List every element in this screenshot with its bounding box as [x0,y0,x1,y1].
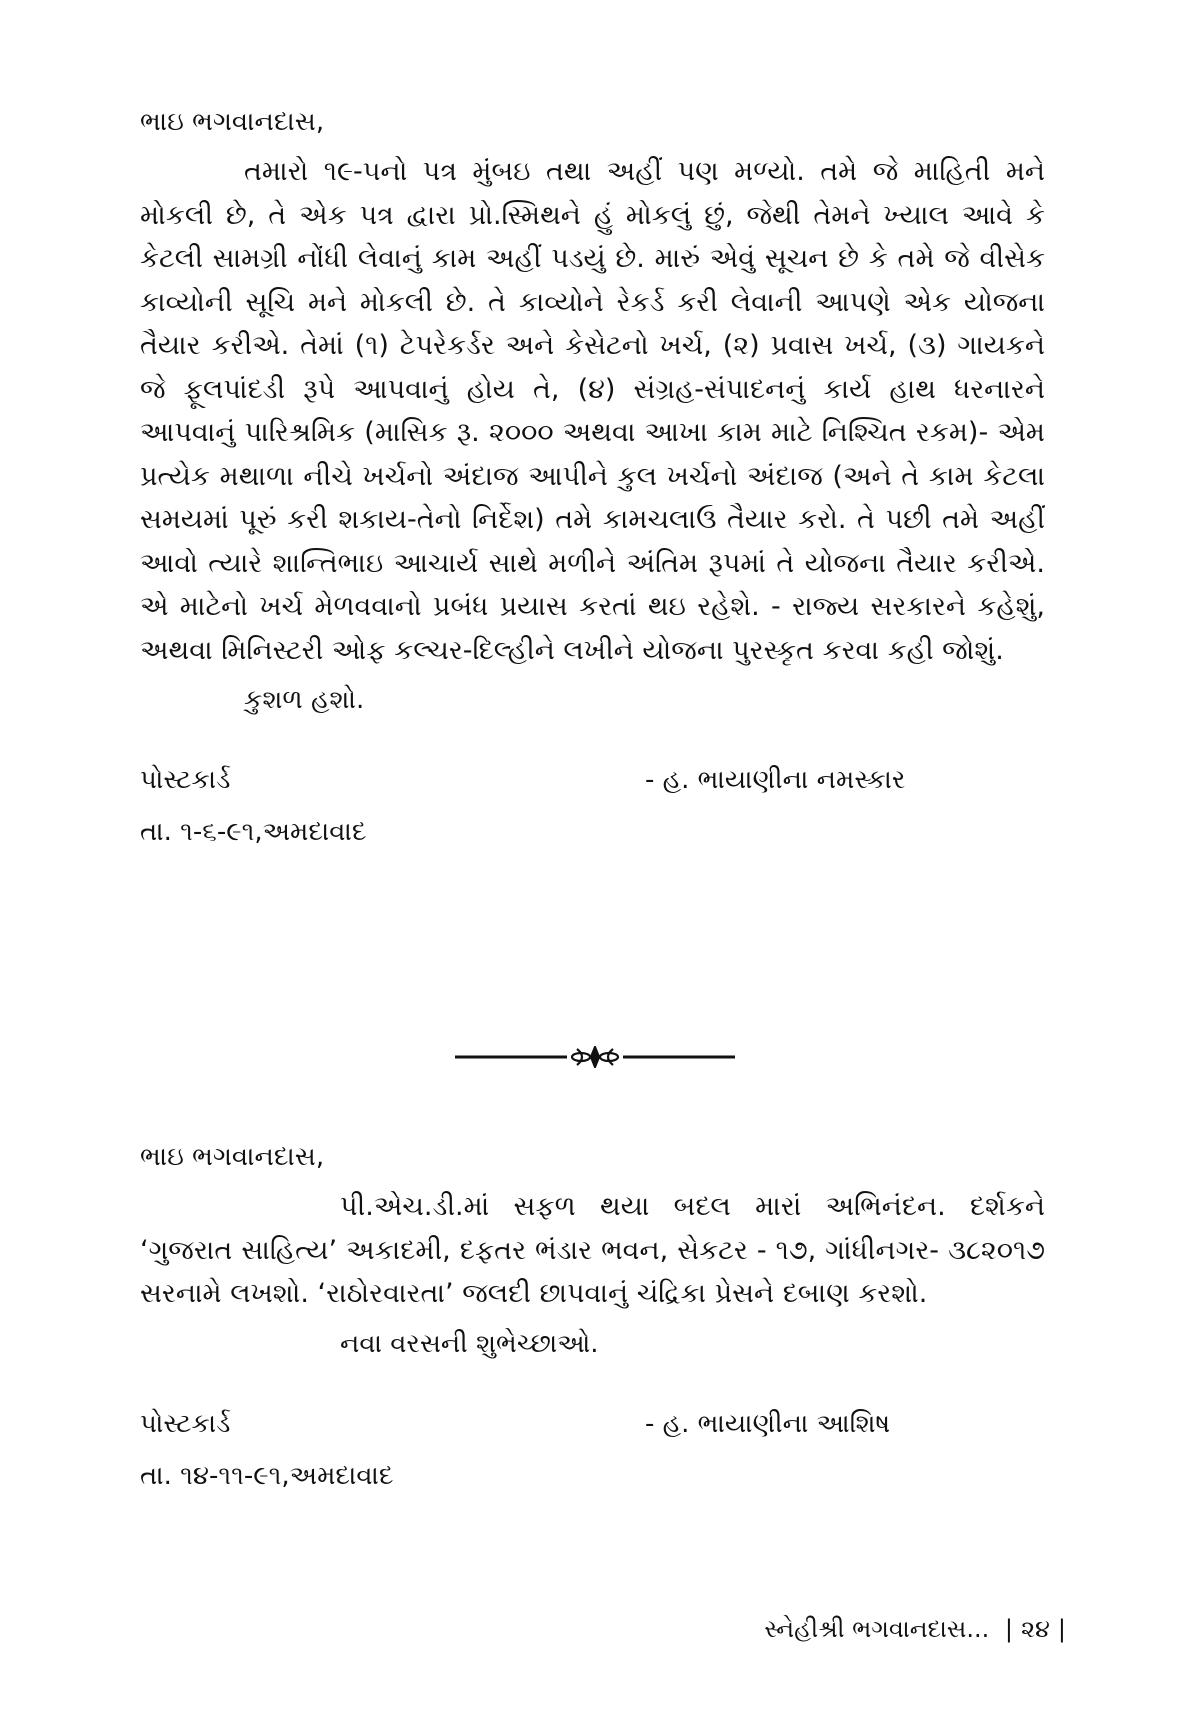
letter-signoff: - હ. ભાયાણીના નમસ્કાર [645,765,906,795]
separator: | [1004,1615,1013,1643]
letter-date-place: તા. ૧૪-૧૧-૯૧,અમદાવાદ [140,1460,394,1491]
letter-body: તમારો ૧૯-૫નો પત્ર મુંબઇ તથા અહીં પણ મળ્યો. તમે જે માહિતી મને મોકલી છે, તે એક પત્ર દ્વારા પ્રો.સ્મિથને હું મોકલું છું, જેથી તેમને ખ્યાલ આવે કે કેટલી સામગ્રી નોંધી લેવાનું કામ અહીં પડયું છે. મારું એવું સૂચન છે કે તમે જે વીસેક કાવ્યોની સૂચિ મને મોકલી છે. તે કાવ્યોને રેકર્ડ કરી લેવાની આપણે એક યોજના તૈયાર કરીએ. તેમાં (૧) ટેપરેકર્ડર અને કેસેટનો ખર્ચ, (૨) પ્રવાસ ખર્ચ, (૩) ગાયકને જે ફૂલપાંદડી રૂપે આપવાનું હોય તે, (૪) સંગ્રહ-સંપાદનનું કાર્ય હાથ ધરનારને આપવાનું પારિશ્રમિક (માસિક રૂ. ૨૦૦૦ અથવા આખા કામ માટે નિશ્ચિત રકમ)- એમ પ્રત્યેક મથાળા નીચે ખર્ચનો અંદાજ આપીને કુલ ખર્ચનો અંદાજ (અને તે કામ કેટલા સમયમાં પૂરું કરી શકાય-તેનો નિર્દેશ) તમે કામચલાઉ તૈયાર કરો. તે પછી તમે અહીં આવો ત્યારે શાન્તિભાઇ આચાર્ય સાથે મળીને અંતિમ રૂપમાં તે યોજના તૈયાર કરીએ. એ માટેનો ખર્ચ મેળવવાનો પ્રબંધ પ્રયાસ કરતાં થઇ રહેશે. - રાજ્ય સરકારને કહેશું, અથવા મિનિસ્ટરી ઓફ કલ્ચર-દિલ્હીને લખીને યોજના પુરસ્કૃત કરવા કહી જોશું. [140,156,1045,666]
running-title: સ્નેહીશ્રી ભગવાનદાસ... [764,1615,990,1643]
letter-signoff: - હ. ભાયાણીના આશિષ [645,1408,891,1439]
letter-closing: કુશળ હશો. [244,685,365,715]
letter-date-place: તા. ૧-૬-૯૧,અમદાવાદ [140,817,367,847]
page-number: ૨૪ [1020,1615,1050,1643]
letter-closing: નવા વરસની શુભેચ્છાઓ. [340,1328,599,1359]
letter-salutation: ભાઇ ભગવાનદાસ, [140,1142,325,1172]
letter-mode: પોસ્ટકાર્ડ [140,1408,231,1439]
letter-salutation: ભાઇ ભગવાનદાસ, [140,107,325,137]
page-footer [764,1613,1074,1645]
letter-2 [140,1135,1045,1498]
signoff-row [140,1402,1045,1446]
flourish-icon [572,1047,618,1067]
letter-body: પી.એચ.ડી.માં સફળ થયા બદલ મારાં અભિનંદન. દર્શકને ‘ગુજરાત સાહિત્ય’ અકાદમી, દફતર ભંડાર ભવન, સેકટર - ૧૭, ગાંધીનગર- ૩૮૨૦૧૭ સરનામે લખશો. ‘રાઠોરવારતા’ જલદી છાપવાનું ચંદ્રિકા પ્રેસને દબાણ કરશો. [140,1191,1045,1309]
ornamental-divider [455,1046,735,1068]
separator: | [1057,1615,1066,1643]
letter-mode: પોસ્ટકાર્ડ [140,765,231,795]
signoff-row [140,758,1045,802]
letter-1 [140,100,1045,854]
